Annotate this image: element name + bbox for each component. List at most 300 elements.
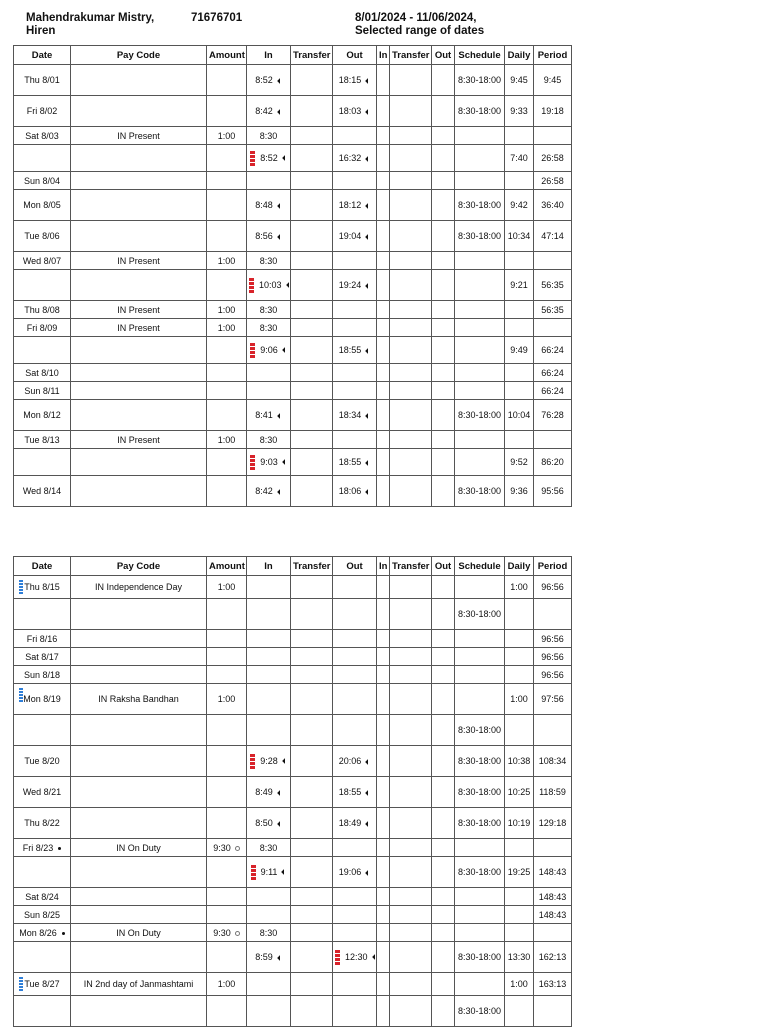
cell-in2: [377, 96, 390, 127]
cell-date: [14, 172, 71, 190]
cell-in2: [377, 190, 390, 221]
cell-transfer2: [390, 65, 432, 96]
cell-daily: [505, 973, 534, 996]
cell-out2: [432, 576, 455, 599]
in-value: 8:30: [259, 434, 278, 445]
cell-amount: [207, 857, 247, 888]
cell-period: [534, 319, 572, 337]
period-value: 76:28: [541, 410, 564, 420]
schedule-value: 8:30-18:00: [457, 609, 502, 619]
cell-schedule: [455, 648, 505, 666]
cell-schedule: [455, 127, 505, 145]
cell-out: [333, 127, 377, 145]
cell-amount: [207, 364, 247, 382]
cell-transfer: [291, 476, 333, 507]
date-value: Fri 8/23: [22, 842, 54, 853]
cell-daily: [505, 127, 534, 145]
column-header-schedule: Schedule: [455, 557, 505, 576]
cell-in2: [377, 221, 390, 252]
cell-in2: [377, 599, 390, 630]
cell-transfer: [291, 715, 333, 746]
period-value: 129:18: [538, 818, 567, 828]
pay-code-value: IN 2nd day of Janmashtami: [83, 979, 194, 989]
exception-flag-icon: [250, 455, 255, 470]
cell-daily: [505, 666, 534, 684]
cell-amount: [207, 449, 247, 476]
column-header-amount: Amount: [207, 557, 247, 576]
table-row: [14, 337, 572, 364]
daily-value: 1:00: [510, 582, 528, 592]
cell-in: [247, 576, 291, 599]
column-header-date: Date: [14, 46, 71, 65]
date-range-note: Selected range of dates: [355, 25, 485, 37]
period-value: 95:56: [541, 486, 564, 496]
cell-transfer2: [390, 301, 432, 319]
in-value: 8:42: [255, 486, 273, 496]
punch-comment-marker-icon: [365, 489, 371, 495]
cell-transfer: [291, 400, 333, 431]
daily-value: 9:42: [510, 200, 528, 210]
cell-in: [247, 924, 291, 942]
cell-out: [333, 857, 377, 888]
cell-date: [14, 599, 71, 630]
period-value: 56:35: [541, 304, 564, 315]
cell-period: [534, 906, 572, 924]
cell-daily: [505, 630, 534, 648]
cell-out2: [432, 400, 455, 431]
cell-out: [333, 431, 377, 449]
cell-in2: [377, 252, 390, 270]
cell-schedule: [455, 942, 505, 973]
cell-schedule: [455, 337, 505, 364]
cell-in: [247, 746, 291, 777]
cell-transfer: [291, 808, 333, 839]
cell-out2: [432, 942, 455, 973]
exception-flag-icon: [250, 754, 255, 769]
punch-comment-marker-icon: [365, 156, 371, 162]
cell-pay-code: [71, 301, 207, 319]
date-value: Mon 8/26: [19, 927, 57, 938]
cell-in2: [377, 270, 390, 301]
column-header-schedule: Schedule: [455, 46, 505, 65]
column-header-in2: In: [377, 46, 390, 65]
daily-value: 10:38: [507, 756, 531, 766]
schedule-value: 8:30-18:00: [457, 818, 502, 828]
cell-date: [14, 449, 71, 476]
cell-schedule: [455, 382, 505, 400]
cell-out2: [432, 599, 455, 630]
cell-pay-code: [71, 648, 207, 666]
cell-period: [534, 839, 572, 857]
cell-amount: [207, 145, 247, 172]
cell-transfer2: [390, 648, 432, 666]
cell-date: [14, 127, 71, 145]
cell-schedule: [455, 145, 505, 172]
column-header-daily: Daily: [505, 557, 534, 576]
cell-transfer: [291, 301, 333, 319]
cell-daily: [505, 449, 534, 476]
daily-value: 10:25: [507, 787, 531, 797]
in-value: 8:56: [255, 231, 273, 241]
cell-period: [534, 630, 572, 648]
cell-out: [333, 942, 377, 973]
cell-schedule: [455, 857, 505, 888]
daily-value: 9:33: [510, 106, 528, 116]
cell-date: [14, 221, 71, 252]
table-row: [14, 96, 572, 127]
in-value: 8:30: [259, 304, 278, 315]
out-value: 18:12: [338, 200, 362, 210]
cell-out: [333, 839, 377, 857]
cell-transfer: [291, 576, 333, 599]
cell-transfer: [291, 431, 333, 449]
schedule-value: 8:30-18:00: [457, 106, 502, 116]
cell-amount: [207, 400, 247, 431]
cell-in2: [377, 924, 390, 942]
cell-transfer2: [390, 630, 432, 648]
cell-pay-code: [71, 190, 207, 221]
cell-transfer2: [390, 127, 432, 145]
cell-out2: [432, 630, 455, 648]
cell-schedule: [455, 777, 505, 808]
punch-comment-marker-icon: [372, 954, 377, 960]
in-value: 8:59: [255, 952, 273, 962]
employee-name: Mahendrakumar Mistry, Hiren: [26, 12, 155, 37]
cell-pay-code: [71, 924, 207, 942]
cell-amount: [207, 777, 247, 808]
column-header-transfer: Transfer: [291, 557, 333, 576]
punch-comment-marker-icon: [277, 955, 283, 961]
column-header-daily: Daily: [505, 46, 534, 65]
cell-date: [14, 190, 71, 221]
punch-comment-marker-icon: [365, 234, 371, 240]
daily-value: 1:00: [510, 694, 528, 704]
cell-amount: [207, 576, 247, 599]
date-range: [355, 12, 484, 38]
cell-daily: [505, 400, 534, 431]
cell-date: [14, 648, 71, 666]
cell-out: [333, 888, 377, 906]
date-value: Fri 8/09: [26, 322, 58, 333]
period-value: 66:24: [541, 367, 564, 378]
cell-pay-code: [71, 382, 207, 400]
cell-in2: [377, 145, 390, 172]
date-value: Thu 8/01: [24, 75, 60, 85]
cell-amount: [207, 190, 247, 221]
cell-schedule: [455, 599, 505, 630]
cell-out: [333, 145, 377, 172]
table-row: [14, 364, 572, 382]
cell-out2: [432, 364, 455, 382]
cell-daily: [505, 857, 534, 888]
timecard-table-2: [13, 556, 572, 1027]
cell-pay-code: [71, 715, 207, 746]
cell-pay-code: [71, 319, 207, 337]
table-row: [14, 221, 572, 252]
cell-in: [247, 942, 291, 973]
cell-pay-code: [71, 942, 207, 973]
cell-in2: [377, 431, 390, 449]
cell-amount: [207, 996, 247, 1027]
cell-transfer: [291, 857, 333, 888]
cell-daily: [505, 382, 534, 400]
cell-period: [534, 576, 572, 599]
cell-out: [333, 715, 377, 746]
cell-out: [333, 599, 377, 630]
cell-date: [14, 888, 71, 906]
cell-in: [247, 145, 291, 172]
schedule-value: 8:30-18:00: [457, 867, 502, 877]
cell-out2: [432, 382, 455, 400]
cell-daily: [505, 924, 534, 942]
cell-pay-code: [71, 808, 207, 839]
exception-flag-icon: [251, 865, 256, 880]
cell-out2: [432, 888, 455, 906]
cell-pay-code: [71, 684, 207, 715]
out-value: 18:55: [338, 457, 362, 467]
cell-period: [534, 65, 572, 96]
cell-schedule: [455, 630, 505, 648]
schedule-value: 8:30-18:00: [457, 200, 502, 210]
in-value: 8:30: [259, 927, 278, 938]
cell-transfer2: [390, 942, 432, 973]
date-value: Tue 8/13: [24, 434, 60, 445]
amount-value: 9:30: [213, 927, 231, 938]
table-row: [14, 319, 572, 337]
cell-transfer2: [390, 599, 432, 630]
daily-value: 9:52: [510, 457, 528, 467]
schedule-value: 8:30-18:00: [457, 1006, 502, 1016]
cell-in2: [377, 996, 390, 1027]
out-value: 19:04: [338, 231, 362, 241]
cell-transfer: [291, 777, 333, 808]
period-value: 96:56: [541, 669, 564, 680]
cell-out: [333, 190, 377, 221]
period-value: 56:35: [541, 280, 564, 290]
cell-transfer: [291, 746, 333, 777]
cell-amount: [207, 599, 247, 630]
cell-transfer: [291, 666, 333, 684]
cell-transfer2: [390, 666, 432, 684]
column-header-in: In: [247, 46, 291, 65]
cell-transfer: [291, 190, 333, 221]
cell-out2: [432, 252, 455, 270]
out-value: 19:06: [338, 867, 362, 877]
cell-in2: [377, 172, 390, 190]
cell-pay-code: [71, 96, 207, 127]
cell-daily: [505, 746, 534, 777]
cell-in: [247, 888, 291, 906]
cell-out: [333, 648, 377, 666]
cell-in: [247, 973, 291, 996]
period-value: 148:43: [538, 891, 567, 902]
cell-period: [534, 449, 572, 476]
cell-daily: [505, 576, 534, 599]
punch-comment-marker-icon: [365, 348, 371, 354]
cell-period: [534, 337, 572, 364]
cell-daily: [505, 476, 534, 507]
table-row: [14, 888, 572, 906]
cell-transfer2: [390, 857, 432, 888]
date-value: Sat 8/03: [25, 130, 59, 141]
cell-transfer2: [390, 382, 432, 400]
cell-period: [534, 888, 572, 906]
cell-in2: [377, 942, 390, 973]
out-value: 18:06: [338, 486, 362, 496]
date-value: Sun 8/18: [23, 669, 61, 680]
in-value: 8:30: [259, 842, 278, 853]
cell-in: [247, 319, 291, 337]
cell-transfer: [291, 973, 333, 996]
cell-schedule: [455, 96, 505, 127]
cell-date: [14, 364, 71, 382]
cell-out: [333, 630, 377, 648]
cell-daily: [505, 808, 534, 839]
cell-amount: [207, 666, 247, 684]
in-value: 8:30: [259, 130, 278, 141]
out-value: 16:32: [338, 153, 362, 163]
in-value: 10:03: [259, 279, 282, 290]
table-header-row: [14, 46, 572, 65]
exception-flag-icon: [250, 343, 255, 358]
date-value: Sun 8/04: [23, 175, 61, 186]
cell-pay-code: [71, 172, 207, 190]
cell-transfer: [291, 172, 333, 190]
cell-in2: [377, 382, 390, 400]
date-value: Thu 8/08: [24, 304, 60, 315]
cell-amount: [207, 301, 247, 319]
period-value: 66:24: [541, 385, 564, 396]
date-range-value: 8/01/2024 - 11/06/2024,: [355, 12, 477, 24]
exception-flag-icon: [335, 950, 340, 965]
out-value: 18:34: [338, 410, 362, 420]
daily-value: 7:40: [510, 153, 528, 163]
cell-in: [247, 252, 291, 270]
cell-transfer2: [390, 746, 432, 777]
cell-transfer: [291, 648, 333, 666]
cell-transfer2: [390, 777, 432, 808]
cell-in: [247, 431, 291, 449]
cell-pay-code: [71, 127, 207, 145]
table-row: [14, 715, 572, 746]
cell-schedule: [455, 684, 505, 715]
cell-out: [333, 221, 377, 252]
cell-period: [534, 145, 572, 172]
cell-daily: [505, 319, 534, 337]
period-value: 163:13: [538, 979, 567, 989]
cell-period: [534, 364, 572, 382]
cell-in: [247, 65, 291, 96]
cell-out2: [432, 476, 455, 507]
pay-code-value: IN Present: [117, 434, 160, 445]
cell-date: [14, 857, 71, 888]
cell-pay-code: [71, 400, 207, 431]
date-value: Mon 8/19: [23, 694, 61, 704]
cell-schedule: [455, 221, 505, 252]
in-value: 8:30: [259, 322, 278, 333]
column-header-out: Out: [333, 46, 377, 65]
amount-value: 1:00: [217, 322, 236, 333]
cell-transfer: [291, 839, 333, 857]
cell-date: [14, 666, 71, 684]
cell-out: [333, 172, 377, 190]
cell-pay-code: [71, 145, 207, 172]
cell-amount: [207, 221, 247, 252]
cell-transfer2: [390, 684, 432, 715]
cell-pay-code: [71, 476, 207, 507]
cell-schedule: [455, 808, 505, 839]
cell-out2: [432, 906, 455, 924]
table-row: [14, 924, 572, 942]
period-value: 9:45: [543, 75, 562, 85]
cell-in2: [377, 684, 390, 715]
cell-in2: [377, 808, 390, 839]
cell-out2: [432, 190, 455, 221]
cell-pay-code: [71, 337, 207, 364]
cell-out2: [432, 337, 455, 364]
daily-value: 10:34: [507, 231, 531, 241]
in-value: 8:52: [260, 152, 278, 163]
cell-in: [247, 996, 291, 1027]
cell-in2: [377, 476, 390, 507]
cell-out2: [432, 431, 455, 449]
daily-value: 1:00: [510, 979, 528, 989]
punch-comment-marker-icon: [277, 790, 283, 796]
cell-in: [247, 648, 291, 666]
daily-value: 10:04: [507, 410, 531, 420]
period-value: 148:43: [538, 867, 567, 877]
cell-transfer: [291, 65, 333, 96]
cell-transfer2: [390, 888, 432, 906]
cell-amount: [207, 65, 247, 96]
cell-schedule: [455, 252, 505, 270]
column-header-out2: Out: [432, 46, 455, 65]
holiday-flag-icon: [19, 688, 23, 702]
cell-period: [534, 431, 572, 449]
cell-transfer: [291, 630, 333, 648]
table-row: [14, 145, 572, 172]
in-value: 8:30: [259, 255, 278, 266]
cell-out: [333, 996, 377, 1027]
cell-out: [333, 777, 377, 808]
cell-pay-code: [71, 364, 207, 382]
table-row: [14, 630, 572, 648]
cell-in2: [377, 666, 390, 684]
cell-period: [534, 252, 572, 270]
cell-date: [14, 996, 71, 1027]
punch-comment-marker-icon: [277, 413, 283, 419]
amount-value: 1:00: [217, 979, 236, 989]
cell-schedule: [455, 715, 505, 746]
table-row: [14, 65, 572, 96]
table-row: [14, 576, 572, 599]
column-header-period: Period: [534, 46, 572, 65]
table-row: [14, 400, 572, 431]
cell-transfer: [291, 449, 333, 476]
cell-in: [247, 449, 291, 476]
cell-in2: [377, 337, 390, 364]
bullet-dot-icon: [58, 847, 61, 850]
cell-daily: [505, 65, 534, 96]
cell-amount: [207, 172, 247, 190]
cell-amount: [207, 973, 247, 996]
cell-daily: [505, 777, 534, 808]
cell-daily: [505, 715, 534, 746]
period-value: 47:14: [541, 231, 564, 241]
daily-value: 13:30: [507, 952, 531, 962]
cell-date: [14, 942, 71, 973]
cell-daily: [505, 221, 534, 252]
